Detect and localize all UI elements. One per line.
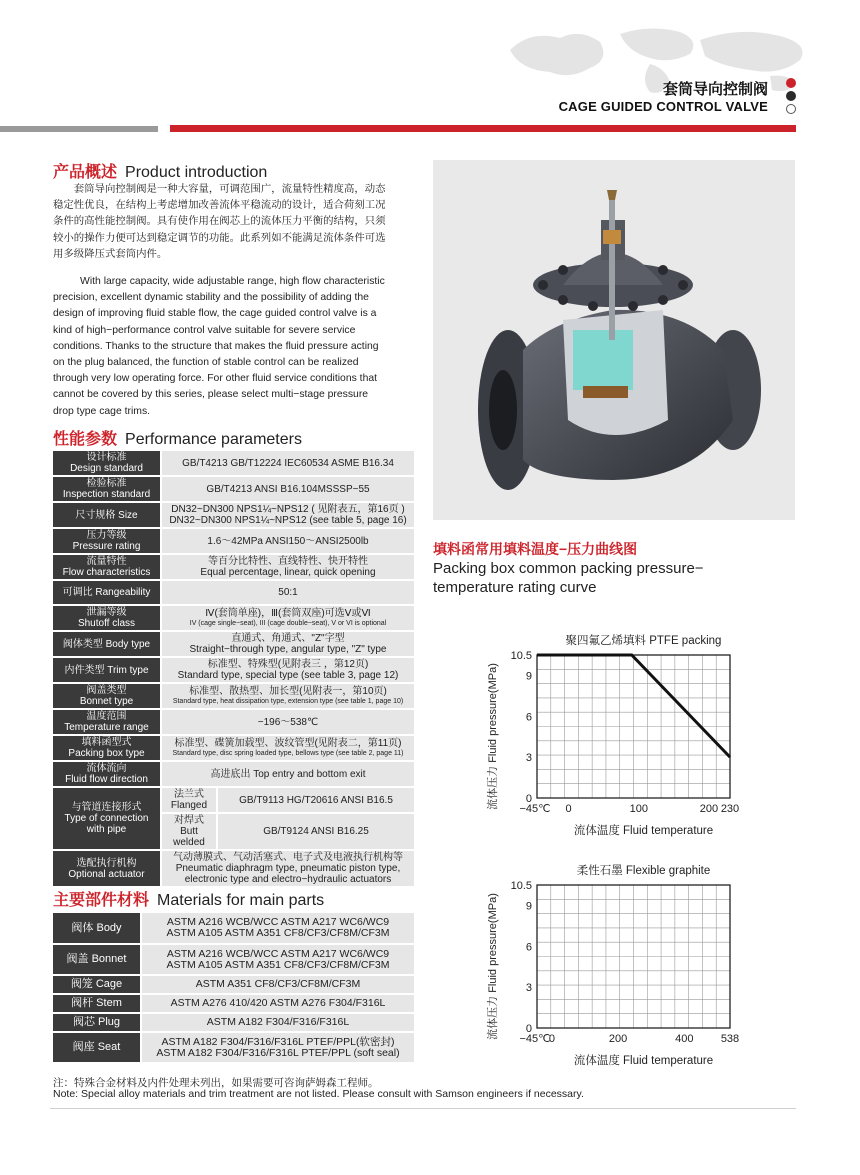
row-label (53, 631, 161, 657)
paragraph-line: on the plug balanced, the function of stable control can be realized (53, 357, 359, 369)
row-value (161, 528, 414, 554)
cell-line: 1.6～42MPa ANSI150～ANSI2500lb (207, 535, 369, 547)
red-dot-icon (786, 78, 796, 88)
curve-title-en-2: temperature rating curve (433, 579, 597, 596)
y-tick-label: 6 (525, 941, 532, 954)
table-row (53, 735, 414, 761)
cell-line: Standard type, disc spring loaded type, bellows type (see table 2, page 11) (172, 750, 404, 757)
cell-line: Shutoff class (77, 618, 136, 629)
row-label (53, 735, 161, 761)
note-en: Note: Special alloy materials and trim treatment are not listed. Please consult with Samson engineers if necessary. (53, 1088, 584, 1100)
graphite-chart (480, 855, 780, 1070)
y-tick-label: 0 (525, 1023, 532, 1035)
x-tick-label: 0 (565, 803, 572, 815)
row-sublabel (161, 813, 217, 850)
intro-heading (53, 159, 267, 182)
table-row (53, 944, 414, 975)
cell-line: 尺寸规格 Size (75, 509, 138, 521)
table-row (53, 709, 414, 735)
cell-line: 50:1 (278, 587, 298, 598)
cell-line: 可调比 Rangeability (62, 587, 151, 598)
chart-title: 柔性石墨 Flexible graphite (576, 865, 711, 877)
cell-line: Design standard (70, 463, 143, 474)
cell-line: IV (cage single−seat), III (cage double−seat), V or VI is optional (189, 620, 387, 627)
cell-line: 高进底出 Top entry and bottom exit (210, 768, 366, 780)
x-tick-label: −45℃ (519, 1033, 551, 1045)
paragraph-line: 较小的操作力便可达到稳定调节的功能。此系列如不能满足流体条件可选 (53, 232, 386, 244)
curve-title-en-1: Packing box common packing pressure− (433, 560, 704, 577)
cell-line: 标准型、特殊型(见附表三 ，第12页) (207, 659, 369, 670)
cell-line: Type of connection (64, 813, 149, 824)
row-label (53, 502, 161, 528)
table-row (53, 631, 414, 657)
page-title-cn: 套筒导向控制阀 (662, 81, 768, 98)
row-label: 阀杆 Stem (53, 994, 141, 1013)
row-value (161, 631, 414, 657)
note-cn: 注：特殊合金材料及内件处理未列出，如果需要可咨询萨姆森工程师。 (53, 1077, 379, 1089)
cell-line: 法兰式 (174, 789, 204, 800)
row-value (161, 502, 414, 528)
materials-heading-cn: 主要部件材料 (53, 892, 150, 909)
row-value (161, 605, 414, 631)
cell-line: GB/T4213 ANSI B16.104MSSSP−55 (206, 483, 370, 495)
table-row (53, 476, 414, 502)
row-sublabel (161, 787, 217, 813)
materials-heading-en: Materials for main parts (157, 892, 325, 909)
cell-line: 压力等级 (86, 530, 127, 541)
intro-heading-en: Product introduction (125, 164, 268, 181)
table-row (53, 502, 414, 528)
cell-line: DN32~DN300 NPS1¼~NPS12 (see table 5, page 16) (169, 515, 407, 526)
cell-line: Standard type, special type (see table 3, page 12) (177, 670, 399, 681)
paragraph-line: With large capacity, wide adjustable range, high flow characteristic (80, 276, 385, 287)
x-tick-label: 400 (675, 1033, 694, 1045)
performance-heading-cn: 性能参数 (53, 431, 118, 448)
cell-line: Pressure rating (72, 541, 141, 552)
x-tick-label: 538 (720, 1033, 740, 1045)
cell-line: ASTM A216 WCB/WCC ASTM A217 WC6/WC9 (166, 947, 390, 960)
row-value (217, 787, 414, 813)
page-title-en: CAGE GUIDED CONTROL VALVE (558, 99, 768, 114)
cell-line: 标准型、散热型、加长型(见附表一，第10页) (189, 686, 387, 697)
row-label: 阀座 Seat (53, 1032, 141, 1063)
table-row (53, 1013, 414, 1032)
cell-line: 温度范围 (86, 711, 127, 722)
cell-line: Inspection standard (62, 489, 151, 500)
cell-line: 直通式、角通式、"Z"字型 (231, 633, 345, 644)
cell-line: Fluid flow direction (65, 774, 148, 785)
table-row (53, 554, 414, 580)
cell-line: 对焊式 (174, 815, 204, 826)
row-value (161, 580, 414, 605)
cell-line: Ⅳ(套筒单座)，Ⅲ(套筒双座)可选Ⅴ或Ⅵ (205, 608, 371, 619)
row-label: 阀体 Body (53, 913, 141, 944)
table-row (53, 1032, 414, 1063)
cell-line: Butt welded (173, 826, 205, 848)
bottom-divider (50, 1108, 796, 1109)
x-tick-label: 200 (608, 1033, 628, 1045)
cell-line: 阀盖类型 (86, 685, 127, 696)
row-value (141, 994, 414, 1013)
materials-table (53, 913, 414, 1064)
cell-line: ASTM A216 WCB/WCC ASTM A217 WC6/WC9 (166, 916, 390, 928)
row-label (53, 580, 161, 605)
table-row (53, 913, 414, 944)
cell-line: Optional actuator (68, 868, 145, 880)
x-tick-label: 200 (699, 803, 719, 815)
row-value (161, 761, 414, 787)
materials-heading (53, 887, 324, 910)
row-label: 阀盖 Bonnet (53, 944, 141, 975)
y-tick-label: 10.5 (510, 650, 532, 662)
row-value (161, 554, 414, 580)
cell-line: ASTM A182 F304/F316/F316L PTEF/PPL(软密封) (161, 1035, 395, 1048)
cell-line: ASTM A182 F304/F316/F316L (206, 1016, 350, 1028)
performance-table (53, 451, 414, 888)
table-row (53, 850, 414, 887)
row-label (53, 451, 161, 476)
row-value (161, 735, 414, 761)
performance-heading (53, 426, 302, 449)
row-label (53, 528, 161, 554)
table-row (53, 975, 414, 994)
cell-line: 标准型、碟簧加载型、波纹管型(见附表二，第11页) (174, 738, 402, 749)
row-value (141, 1013, 414, 1032)
cell-line: 填料函型式 (81, 737, 132, 748)
header-bar-grey (0, 126, 158, 132)
cell-line: 检验标准 (86, 478, 127, 489)
table-row (53, 683, 414, 709)
x-tick-label: 100 (629, 803, 648, 815)
intro-paragraph-cn (53, 182, 423, 263)
cell-line: 等百分比特性、直线特性、快开特性 (208, 556, 368, 567)
y-tick-label: 9 (525, 900, 532, 913)
row-value (217, 813, 414, 850)
row-value (141, 975, 414, 994)
row-value (161, 709, 414, 735)
row-value (161, 451, 414, 476)
cell-line: DN32~DN300 NPS1¼~NPS12 ( 见附表五，第16页 ) (171, 504, 405, 515)
white-dot-icon (786, 104, 796, 114)
table-row (53, 994, 414, 1013)
row-value (161, 476, 414, 502)
intro-paragraph-en (53, 274, 423, 420)
row-value (161, 683, 414, 709)
cell-line: 设计标准 (86, 452, 127, 463)
cell-line: Flow characteristics (62, 567, 151, 578)
cell-line: GB/T4213 GB/T12224 IEC60534 ASME B16.34 (182, 457, 394, 469)
table-row (53, 528, 414, 554)
paragraph-line: cannot be covered by this series, please select multi−stage pressure (53, 389, 369, 401)
table-row (53, 451, 414, 476)
cell-line: Temperature range (64, 722, 149, 733)
cell-line: Flanged (170, 800, 208, 811)
paragraph-line: conditions. Thanks to the structure that makes the fluid pressure acting (53, 340, 379, 352)
paragraph-line: design of improving fluid stable flow, the cage guided control valve is a (53, 308, 377, 320)
cell-line: Equal percentage, linear, quick opening (200, 567, 376, 578)
x-tick-label: −45℃ (519, 803, 551, 815)
y-tick-label: 3 (525, 752, 532, 765)
row-value (161, 850, 414, 887)
cell-line: Standard type, heat dissipation type, extension type (see table 1, page 10) (172, 698, 404, 705)
cell-line: Straight−through type, angular type, "Z" type (189, 644, 387, 655)
cell-line: ASTM A351 CF8/CF3/CF8M/CF3M (195, 978, 361, 990)
paragraph-line: precision, excellent dynamic stability and the possibility of adding the (53, 292, 369, 304)
ptfe-chart (480, 625, 780, 840)
row-label (53, 476, 161, 502)
y-tick-label: 6 (525, 711, 532, 724)
cell-line: 气动薄膜式、气动活塞式、电子式及电液执行机构等 (173, 852, 403, 863)
cell-line: Pneumatic diaphragm type, pneumatic piston type, (175, 863, 401, 874)
row-label (53, 761, 161, 787)
row-label (53, 657, 161, 683)
y-tick-label: 10.5 (510, 880, 532, 892)
x-tick-label: 0 (548, 1033, 555, 1045)
paragraph-line: 稳定性优良，在结构上考虑增加改善流体平稳流动的设计，适合荷刻工况 (53, 200, 386, 212)
row-label (53, 787, 161, 850)
intro-heading-cn: 产品概述 (53, 164, 118, 181)
curve-title-cn: 填料函常用填料温度−压力曲线图 (433, 541, 638, 557)
row-label: 阀芯 Plug (53, 1013, 141, 1032)
paragraph-line: through very low operating force. For other fluid service conditions that (53, 373, 378, 385)
chart-title: 聚四氟乙烯填料 PTFE packing (565, 635, 722, 647)
table-row (53, 657, 414, 683)
paragraph-line: 用多级降压式套筒内件。 (53, 248, 168, 260)
y-axis-label: 流体压力 Fluid pressure(MPa) (487, 663, 499, 810)
y-tick-label: 9 (525, 670, 532, 683)
cell-line: with pipe (86, 824, 127, 835)
x-axis-label: 流体温度 Fluid temperature (573, 825, 714, 837)
table-row (53, 761, 414, 787)
paragraph-line: kind of high−performance control valve suitable for severe service (53, 324, 356, 336)
table-row (53, 787, 414, 813)
cell-line: Packing box type (68, 748, 145, 759)
cell-line: GB/T9113 HG/T20616 ANSI B16.5 (239, 794, 393, 806)
y-tick-label: 3 (525, 982, 532, 995)
table-row (53, 580, 414, 605)
cell-line: ASTM A105 ASTM A351 CF8/CF3/CF8M/CF3M (166, 958, 390, 971)
paragraph-line: 套筒导向控制阀是一种大容量，可调范围广，流量特性精度高，动态 (73, 184, 386, 195)
cell-line: 流体流向 (86, 763, 127, 774)
paragraph-line: drop type cage trims. (53, 405, 151, 417)
row-value (141, 1032, 414, 1063)
cell-line: GB/T9124 ANSI B16.25 (263, 826, 369, 837)
row-label (53, 605, 161, 631)
cell-line: 阀体类型 Body type (62, 638, 151, 650)
y-axis-label: 流体压力 Fluid pressure(MPa) (487, 893, 499, 1040)
row-label (53, 709, 161, 735)
cell-line: 泄漏等级 (86, 607, 127, 618)
cell-line: 内件类型 Trim type (64, 664, 149, 676)
row-value (141, 913, 414, 944)
row-value (141, 944, 414, 975)
row-value (161, 657, 414, 683)
cell-line: 与管道连接形式 (71, 802, 142, 813)
header-bar-red (170, 125, 796, 132)
x-axis-label: 流体温度 Fluid temperature (573, 1055, 714, 1067)
cell-line: ASTM A105 ASTM A351 CF8/CF3/CF8M/CF3M (166, 927, 390, 939)
row-label (53, 683, 161, 709)
cell-line: 选配执行机构 (76, 857, 137, 869)
cell-line: −196～538℃ (257, 716, 319, 728)
valve-image (433, 160, 795, 520)
cell-line: 流量特性 (86, 556, 127, 567)
x-tick-label: 230 (720, 803, 740, 815)
row-label: 阀笼 Cage (53, 975, 141, 994)
cell-line: ASTM A182 F304/F316/F316L PTEF/PPL (soft seal) (156, 1046, 400, 1059)
cell-line: electronic type and electro−hydraulic actuators (184, 874, 392, 885)
cell-line: ASTM A276 410/420 ASTM A276 F304/F316L (170, 997, 386, 1009)
row-label (53, 554, 161, 580)
table-row (53, 605, 414, 631)
paragraph-line: 条件的高性能控制阀。具有使作用在阀芯上的流体压力平衡的结构，只须 (53, 216, 386, 228)
row-label (53, 850, 161, 887)
black-dot-icon (786, 91, 796, 101)
y-tick-label: 0 (525, 793, 532, 805)
performance-heading-en: Performance parameters (125, 431, 302, 448)
cell-line: Bonnet type (79, 696, 134, 707)
